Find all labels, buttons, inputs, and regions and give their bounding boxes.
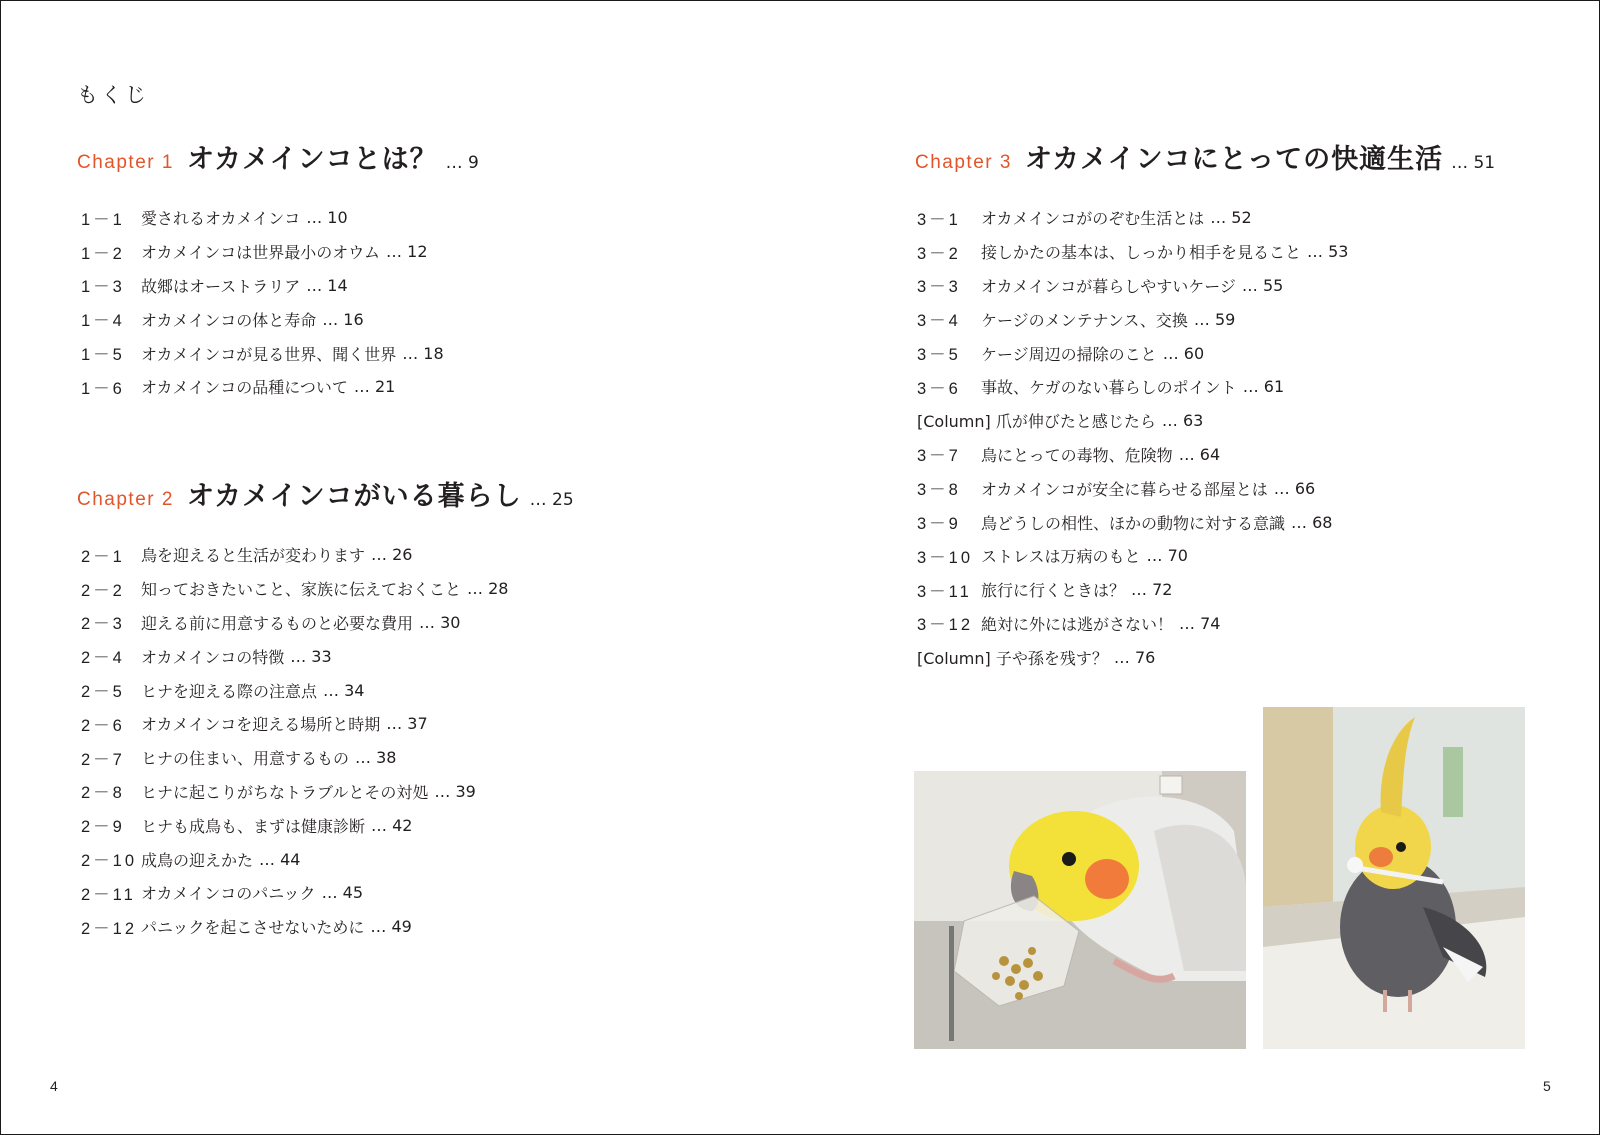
toc-entry (81, 842, 508, 876)
toc-entry (917, 640, 1348, 674)
toc-entry (81, 606, 508, 640)
entry-page: … 61 (1242, 377, 1285, 397)
entry-page: … 14 (306, 275, 348, 295)
entry-number: 1－5 (81, 346, 125, 365)
toc-entry (81, 572, 508, 606)
toc-entry (81, 741, 508, 775)
entry-number: 3－8 (917, 481, 961, 500)
entry-number: 1－6 (81, 379, 125, 398)
chapter-page: … 25 (529, 490, 574, 510)
entry-number: 3－4 (917, 312, 961, 331)
entry-title: パニックを起こさせないために (141, 918, 365, 938)
entry-page: … 70 (1146, 546, 1188, 566)
entry-title: 成鳥の迎えかた (141, 850, 254, 870)
entry-page: … 66 (1273, 478, 1316, 498)
entry-page: … 42 (371, 815, 413, 835)
entry-number: 1－1 (81, 210, 125, 229)
toc-entry (81, 336, 444, 370)
entry-title: ヒナを迎える際の注意点 (141, 681, 318, 701)
toc-entry (81, 269, 444, 303)
entry-number: 3－1 (917, 210, 961, 229)
entry-title: 接しかたの基本は、しっかり相手を見ること (981, 243, 1302, 263)
entry-title: オカメインコが暮らしやすいケージ (981, 276, 1236, 296)
toc-entry (81, 673, 508, 707)
entry-number: 2－5 (81, 683, 125, 702)
chapter-label: Chapter 1 (77, 152, 174, 173)
toc-entry (917, 505, 1348, 539)
entry-page: … 72 (1131, 580, 1173, 600)
chapter-page: … 9 (445, 153, 479, 173)
entry-page: … 74 (1179, 613, 1221, 633)
toc-entry (917, 302, 1348, 336)
entry-number: 1－3 (81, 278, 125, 297)
entry-title: ヒナに起こりがちなトラブルとその対処 (141, 782, 429, 802)
entry-title: ヒナの住まい、用意するもの (141, 749, 350, 769)
entry-page: … 34 (323, 680, 365, 700)
entry-page: … 45 (321, 883, 364, 903)
entry-number: 2－3 (81, 615, 125, 634)
entry-title: ケージ周辺の掃除のこと (981, 344, 1157, 364)
toc-entry (917, 370, 1348, 404)
toc-entry (81, 538, 508, 572)
chapter-2-entries (81, 538, 508, 944)
entry-title: ストレスは万病のもと (981, 547, 1141, 567)
toc-entry (81, 775, 508, 809)
toc-entry (917, 404, 1348, 438)
entry-page: … 53 (1307, 242, 1349, 262)
entry-number: 3－11 (917, 582, 972, 601)
entry-page: … 60 (1162, 343, 1205, 363)
entry-title: [Column] 子や孫を残す？ (917, 648, 1108, 668)
entry-page: … 63 (1161, 411, 1204, 431)
entry-number: 3－3 (917, 278, 961, 297)
entry-title: 知っておきたいこと、家族に伝えておくこと (141, 580, 462, 600)
entry-page: … 26 (371, 545, 413, 565)
entry-number: 3－10 (917, 548, 974, 567)
entry-number: 1－2 (81, 244, 125, 263)
cockatiel-eating-photo (914, 771, 1246, 1049)
entry-number: 2－4 (81, 649, 125, 668)
entry-page: … 37 (386, 714, 428, 734)
chapter-title: オカメインコがいる暮らし (186, 481, 522, 512)
entry-number: 3－7 (917, 447, 961, 466)
entry-number: 3－9 (917, 515, 961, 534)
entry-number: 3－5 (917, 346, 961, 365)
toc-entry (917, 269, 1348, 303)
entry-number: 2－1 (81, 547, 125, 566)
entry-title: 鳥どうしの相性、ほかの動物に対する意識 (981, 513, 1286, 533)
entry-number: 2－7 (81, 750, 125, 769)
entry-number: 1－4 (81, 312, 125, 331)
entry-page: … 49 (370, 917, 412, 937)
entry-page: … 16 (322, 309, 364, 329)
entry-page: … 44 (259, 849, 301, 869)
entry-page: … 59 (1193, 309, 1236, 329)
entry-page: … 39 (434, 781, 476, 801)
chapter-label: Chapter 2 (77, 489, 174, 510)
entry-title: 故郷はオーストラリア (141, 276, 301, 296)
toc-entry (917, 471, 1348, 505)
entry-page: … 64 (1178, 444, 1221, 464)
entry-title: ケージのメンテナンス、交換 (981, 310, 1188, 330)
entry-title: オカメインコを迎える場所と時期 (141, 715, 381, 735)
entry-title: オカメインコがのぞむ生活とは (981, 209, 1205, 229)
entry-title: オカメインコの品種について (141, 378, 348, 398)
entry-title: オカメインコが安全に暮らせる部屋とは (981, 479, 1268, 499)
entry-number: 2－9 (81, 818, 125, 837)
entry-page: … 12 (386, 242, 428, 262)
toc-entry (917, 235, 1348, 269)
page-number-right: 5 (1543, 1078, 1551, 1094)
chapter-page: … 51 (1451, 153, 1496, 173)
entry-number: 3－6 (917, 379, 961, 398)
entry-title: オカメインコのパニック (141, 884, 316, 904)
entry-title: 愛されるオカメインコ (141, 209, 301, 229)
toc-entry (81, 639, 508, 673)
toc-entry (81, 876, 508, 910)
entry-page: … 21 (353, 377, 396, 397)
entry-page: … 38 (355, 748, 397, 768)
entry-number: 2－12 (81, 919, 138, 938)
chapter-title: オカメインコにとっての快適生活 (1024, 144, 1444, 175)
entry-title: 事故、ケガのない暮らしのポイント (981, 378, 1237, 398)
entry-page: … 28 (467, 579, 509, 599)
chapter-title: オカメインコとは？ (186, 144, 438, 175)
toc-entry (81, 707, 508, 741)
entry-number: 2－11 (81, 885, 136, 904)
entry-page: … 18 (402, 343, 444, 363)
entry-number: 2－2 (81, 581, 125, 600)
entry-title: オカメインコが見る世界、聞く世界 (141, 344, 397, 364)
toc-heading: もくじ (77, 83, 149, 107)
toc-entry (81, 302, 444, 336)
page-number-left: 4 (50, 1078, 58, 1094)
entry-number: 2－8 (81, 784, 125, 803)
toc-entry (917, 539, 1348, 573)
cockatiel-standing-photo (1263, 707, 1525, 1049)
toc-entry (81, 370, 444, 404)
chapter-1-heading (77, 137, 479, 176)
entry-title: 鳥にとっての毒物、危険物 (981, 445, 1173, 465)
chapter-3-entries (917, 201, 1348, 674)
entry-title: 迎える前に用意するものと必要な費用 (141, 613, 414, 633)
entry-title: オカメインコの体と寿命 (141, 310, 317, 330)
entry-page: … 76 (1113, 647, 1156, 667)
entry-number: 2－10 (81, 852, 138, 871)
toc-entry (81, 808, 508, 842)
entry-title: 鳥を迎えると生活が変わります (141, 546, 366, 566)
entry-title: ヒナも成鳥も、まずは健康診断 (141, 816, 366, 836)
chapter-1-entries (81, 201, 444, 404)
entry-number: 3－12 (917, 616, 974, 635)
toc-entry (917, 607, 1348, 641)
toc-entry (917, 201, 1348, 235)
entry-page: … 52 (1210, 208, 1252, 228)
entry-page: … 33 (290, 646, 332, 666)
toc-entry (917, 438, 1348, 472)
toc-entry (917, 336, 1348, 370)
entry-page: … 10 (306, 208, 348, 228)
chapter-3-heading (915, 137, 1495, 176)
entry-number: 3－2 (917, 244, 961, 263)
entry-title: 絶対に外には逃がさない！ (981, 614, 1174, 634)
toc-entry (81, 910, 508, 944)
toc-entry (917, 573, 1348, 607)
entry-title: オカメインコは世界最小のオウム (141, 243, 381, 263)
entry-page: … 55 (1241, 275, 1284, 295)
entry-title: オカメインコの特徴 (141, 647, 285, 667)
chapter-2-heading (77, 474, 574, 513)
toc-entry (81, 201, 444, 235)
toc-entry (81, 235, 444, 269)
entry-page: … 68 (1291, 512, 1333, 532)
entry-title: 旅行に行くときは？ (981, 581, 1126, 601)
entry-number: 2－6 (81, 716, 125, 735)
entry-title: [Column] 爪が伸びたと感じたら (917, 412, 1156, 432)
entry-page: … 30 (419, 612, 461, 632)
chapter-label: Chapter 3 (915, 152, 1012, 173)
